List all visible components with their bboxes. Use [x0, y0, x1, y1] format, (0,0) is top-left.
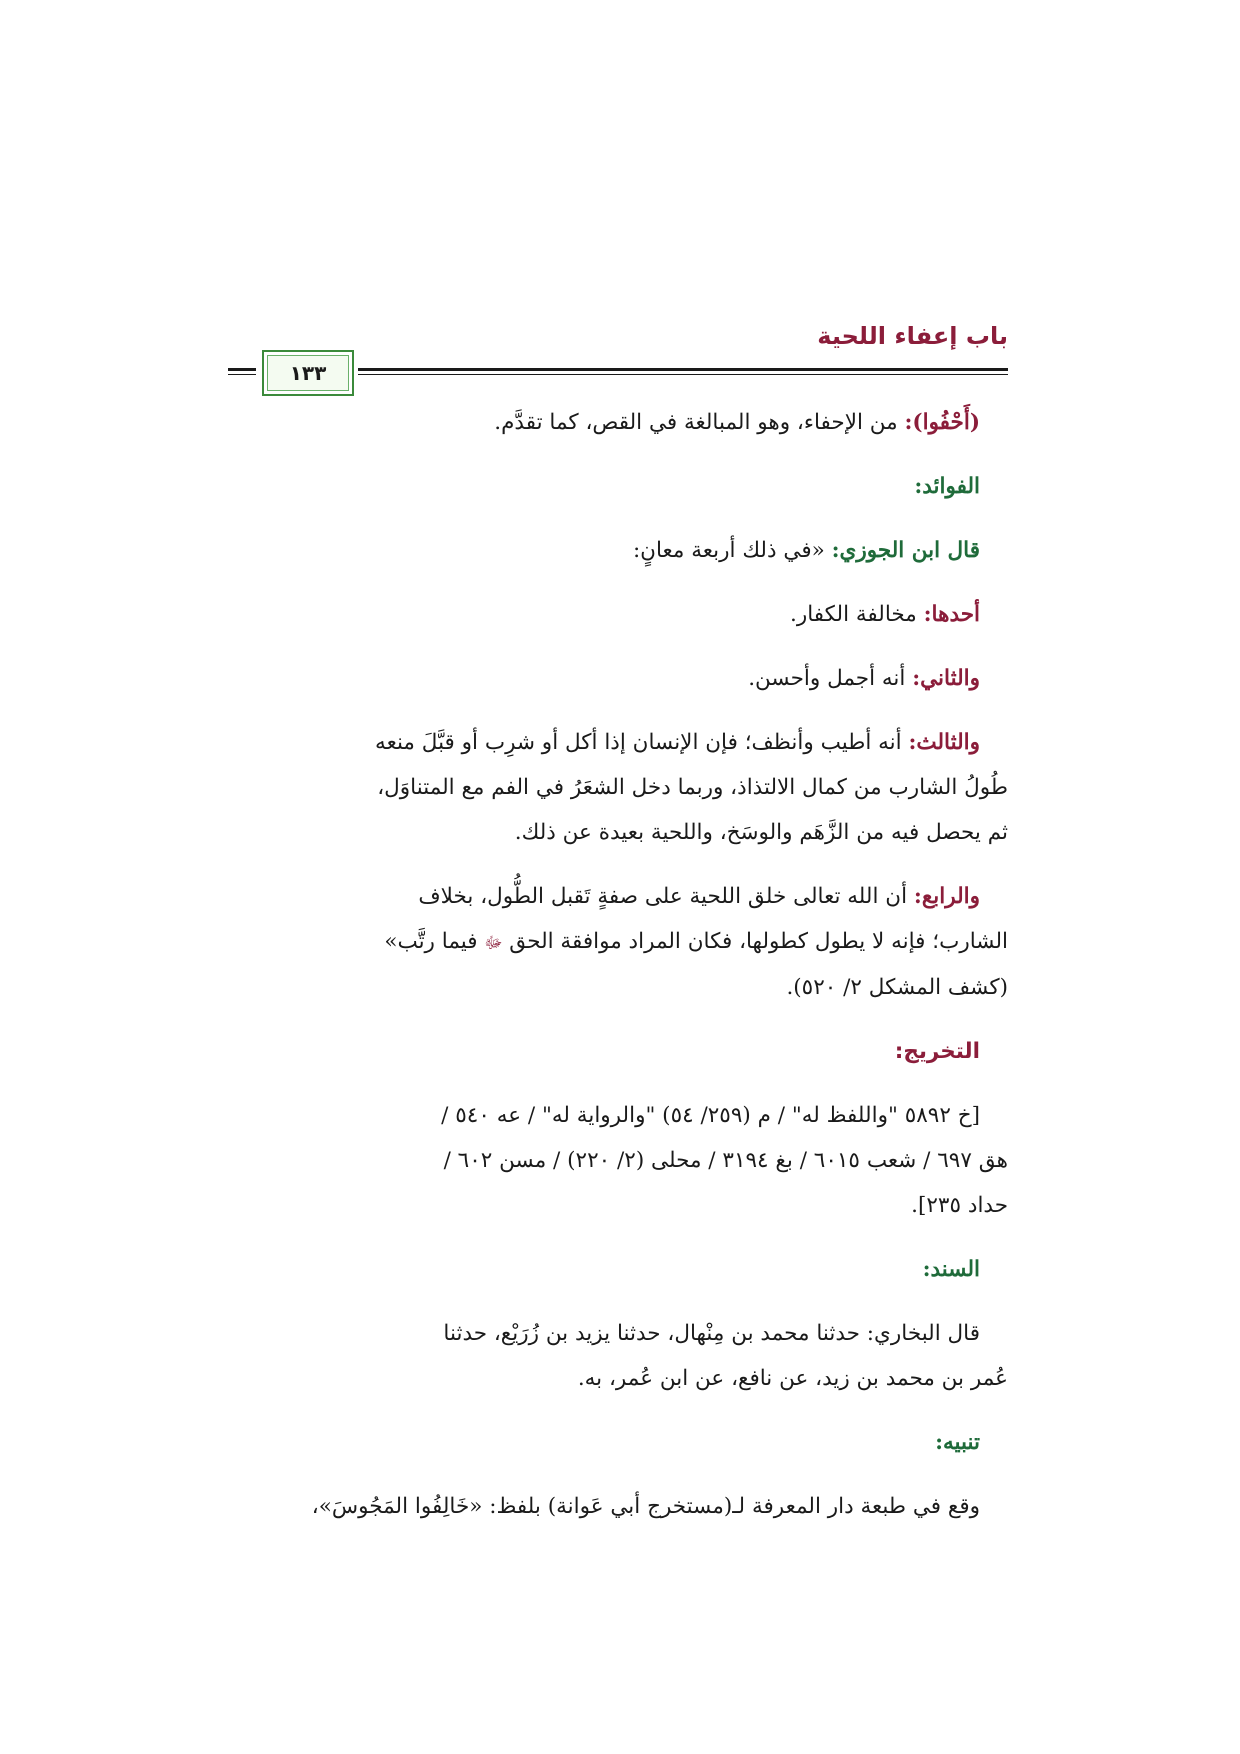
header-rule-left — [228, 368, 256, 375]
paragraph-ibn-jawzi — [228, 528, 1008, 573]
paragraph-text: أنه أجمل وأحسن. — [748, 666, 913, 691]
text-line: ثم يحصل فيه من الزَّهَم والوسَخ، واللحية بعيدة عن ذلك. — [514, 820, 1008, 845]
term-label: والثاني: — [912, 666, 980, 691]
page-header — [228, 300, 1008, 385]
heading-takhrij — [228, 1029, 1008, 1074]
text-line — [228, 874, 1008, 919]
paragraph-first — [228, 592, 1008, 637]
paragraph-third — [228, 720, 1008, 855]
page-number-badge: ١٣٣ — [262, 350, 354, 396]
honorific-symbol: ﷻ — [484, 933, 503, 952]
chapter-title: باب إعفاء اللحية — [817, 322, 1008, 350]
paragraph-text: أنه أطيب وأنظف؛ فإن الإنسان إذا أكل أو شرِب أو قبَّلَ منعه — [375, 730, 909, 755]
text-line — [228, 919, 1008, 965]
paragraph-text: فيما رتَّب» — [384, 929, 485, 954]
section-heading: التخريج: — [894, 1039, 980, 1064]
paragraph-second — [228, 656, 1008, 701]
header-rule — [358, 368, 1008, 375]
citation-line: (كشف المشكل ٢/ ٥٢٠). — [786, 975, 1008, 1000]
paragraph-text: الشارب؛ فإنه لا يطول كطولها، فكان المراد موافقة الحق — [509, 929, 1008, 954]
paragraph-fourth — [228, 874, 1008, 1010]
heading-fawaid — [228, 464, 1008, 509]
term-label: (أَحْفُوا): — [904, 410, 980, 435]
quote-source-label: قال ابن الجوزي: — [831, 538, 980, 563]
tanbih-block — [228, 1484, 1008, 1529]
term-label: والثالث: — [908, 730, 980, 755]
section-heading: تنبيه: — [935, 1430, 980, 1455]
paragraph-text: من الإحفاء، وهو المبالغة في القص، كما تقدَّم. — [494, 410, 905, 435]
takhrij-block — [228, 1093, 1008, 1228]
section-heading: الفوائد: — [914, 474, 980, 499]
book-page — [228, 300, 1008, 1720]
text-line: عُمر بن محمد بن زيد، عن نافع، عن ابن عُمر، به. — [577, 1366, 1008, 1391]
sanad-block — [228, 1311, 1008, 1401]
text-line: قال البخاري: حدثنا محمد بن مِنْهال، حدثنا يزيد بن زُرَيْع، حدثنا — [443, 1321, 980, 1346]
text-line: وقع في طبعة دار المعرفة لـ(مستخرج أبي عَوانة) بلفظ: «خَالِفُوا المَجُوسَ»، — [311, 1494, 980, 1519]
text-line — [228, 720, 1008, 765]
heading-sanad — [228, 1247, 1008, 1292]
text-line: طُولُ الشارب من كمال الالتذاذ، وربما دخل الشعَرُ في الفم مع المتناوَل، — [377, 775, 1008, 800]
text-line: هق ٦٩٧ / شعب ٦٠١٥ / بغ ٣١٩٤ / محلى (٢/ ٢٢٠) / مسن ٦٠٢ / — [443, 1148, 1008, 1173]
paragraph-ahfu — [228, 400, 1008, 445]
section-heading: السند: — [922, 1257, 980, 1282]
paragraph-text: مخالفة الكفار. — [790, 602, 924, 627]
page-content — [228, 400, 1008, 1548]
text-line: [خ ٥٨٩٢ "واللفظ له" / م (٢٥٩/ ٥٤) "والرواية له" / عه ٥٤٠ / — [441, 1103, 980, 1128]
paragraph-text: أن الله تعالى خلق اللحية على صفةٍ تَقبل الطُّول، بخلاف — [418, 884, 914, 909]
term-label: أحدها: — [923, 602, 980, 627]
heading-tanbih — [228, 1420, 1008, 1465]
paragraph-text: «في ذلك أربعة معانٍ: — [632, 538, 832, 563]
text-line: حداد ٢٣٥]. — [911, 1193, 1008, 1218]
term-label: والرابع: — [913, 884, 980, 909]
